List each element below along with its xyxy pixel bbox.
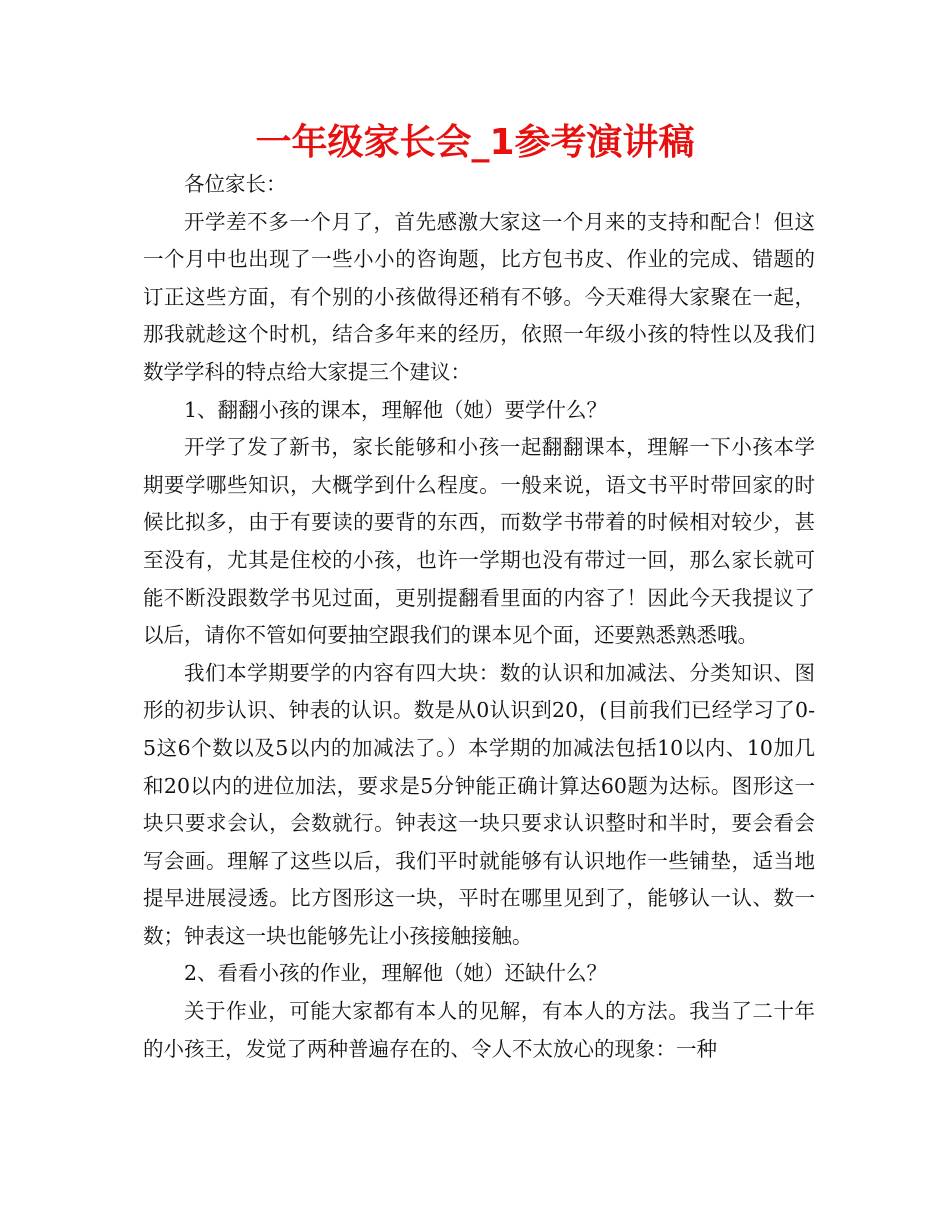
salutation: 各位家长： <box>184 172 287 196</box>
section-heading-2: 2、看看小孩的作业，理解他（她）还缺什么？ <box>184 961 608 986</box>
document-body <box>143 166 815 1068</box>
paragraph-intro: 开学差不多一个月了，首先感激大家这一个月来的支持和配合！但这一个月中也出现了一些小小的咨询题，比方包书皮、作业的完成、错题的订正这些方面，有个别的小孩做得还稍有不够。今天难得大家聚在一起，那我就趁这个时机，结合多年来的经历，依照一年级小孩的特性以及我们数学学科的特点给大家提三个建议： <box>143 209 815 384</box>
document-title: 一年级家长会_1参考演讲稿 <box>255 122 695 163</box>
paragraph-homework: 关于作业，可能大家都有本人的见解，有本人的方法。我当了二十年的小孩王，发觉了两种普遍存在的、令人不太放心的现象：一种 <box>143 999 815 1061</box>
section-heading-1: 1、翻翻小孩的课本，理解他（她）要学什么？ <box>184 397 608 422</box>
paragraph-textbook: 开学了发了新书，家长能够和小孩一起翻翻课本，理解一下小孩本学期要学哪些知识，大概学到什么程度。一般来说，语文书平时带回家的时候比拟多，由于有要读的要背的东西，而数学书带着的时候相对较少，甚至没有，尤其是住校的小孩，也许一学期也没有带过一回，那么家长就可能不断没跟数学书见过面，更别提翻看里面的内容了！因此今天我提议了以后，请你不管如何要抽空跟我们的课本见个面，还要熟悉熟悉哦。 <box>143 435 815 648</box>
paragraph-content-blocks: 我们本学期要学的内容有四大块：数的认识和加减法、分类知识、图形的初步认识、钟表的认识。数是从0认识到20，(目前我们已经学习了0-5这6个数以及5以内的加减法了。）本学期的加减法包括10以内、10加几和20以内的进位加法，要求是5分钟能正确计算达60题为达标。图形这一块只要求会认，会数就行。钟表这一块只要求认识整时和半时，要会看会写会画。理解了这些以后，我们平时就能够有认识地作一些铺垫，适当地提早进展浸透。比方图形这一块，平时在哪里见到了，能够认一认、数一数；钟表这一块也能够先让小孩接触接触。 <box>143 660 815 948</box>
